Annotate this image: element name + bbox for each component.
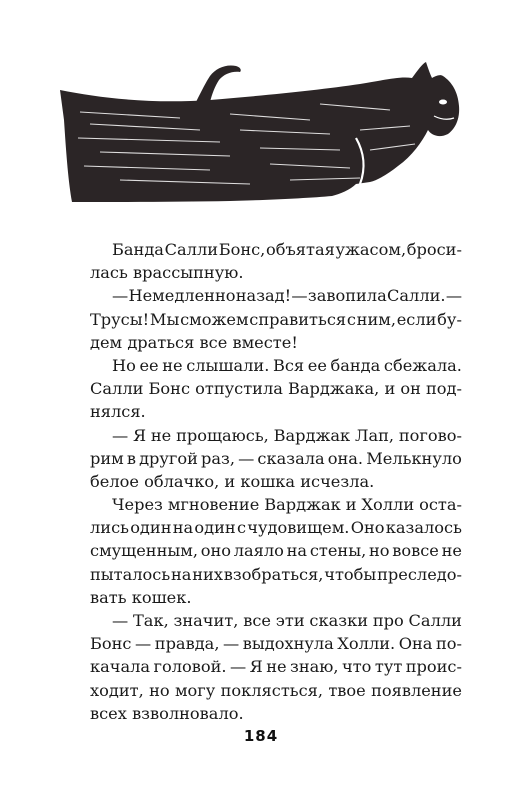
word: —: [112, 611, 129, 630]
word: оста-: [419, 495, 462, 515]
word: твое: [328, 680, 366, 700]
word: выдохнула: [242, 634, 334, 654]
text-line: [90, 586, 462, 609]
word: если: [396, 309, 437, 329]
word: преследо-: [377, 564, 462, 584]
word: раз,: [201, 448, 236, 468]
word: кошка: [240, 471, 296, 491]
word: ее: [307, 355, 327, 375]
word: и: [384, 379, 396, 399]
word: —: [112, 286, 129, 306]
word: казалось: [385, 518, 462, 538]
word: на: [286, 541, 308, 561]
word: взобраться,: [223, 564, 324, 584]
word: на: [171, 564, 192, 584]
word: Она: [398, 634, 433, 654]
word: врассыпную.: [133, 263, 244, 283]
word: мгновение: [167, 495, 260, 515]
word: вовсе: [392, 541, 439, 561]
word: ее: [139, 355, 159, 375]
word: и: [224, 471, 236, 491]
word: не: [162, 355, 183, 375]
word: Мы: [149, 309, 180, 329]
word: головой.: [153, 657, 227, 677]
word: чудовищем.: [247, 518, 350, 538]
word: все: [199, 332, 228, 352]
word: —: [223, 634, 240, 654]
word: Лап,: [354, 425, 395, 445]
word: сказки: [309, 611, 368, 630]
cat-tail: [196, 65, 241, 102]
word: проис-: [405, 657, 462, 677]
word: нялся.: [90, 402, 146, 422]
text-line: [90, 470, 462, 493]
word: на: [172, 518, 194, 538]
word: один: [130, 518, 172, 538]
word: всех: [90, 703, 127, 723]
word: правда,: [154, 634, 220, 654]
word: драться: [127, 332, 195, 352]
text-line: [90, 655, 462, 678]
word: Но: [112, 355, 136, 375]
word: качала: [90, 657, 151, 677]
word: пыталось: [90, 564, 171, 584]
word: рим: [90, 448, 124, 468]
word: Варджака,: [288, 379, 380, 399]
word: с: [346, 309, 356, 329]
word: значит,: [173, 611, 239, 630]
word: Банда: [112, 240, 164, 259]
text-line: [90, 308, 462, 331]
word: Я: [249, 657, 263, 677]
text-line: [90, 400, 462, 423]
text-line: [90, 609, 462, 632]
word: Салли: [164, 240, 219, 259]
word: сказала: [257, 448, 325, 468]
cat-body-silhouette: [60, 62, 459, 202]
word: слышали.: [186, 355, 270, 375]
word: ним,: [356, 309, 396, 329]
text-line: [90, 238, 462, 261]
text-line: [90, 424, 462, 447]
word: вместе!: [232, 332, 298, 352]
text-line: [90, 493, 462, 516]
word: Немедленно: [128, 286, 236, 306]
word: Оно: [350, 518, 385, 538]
word: Варджак: [264, 495, 341, 515]
word: Салли: [90, 379, 144, 399]
text-line: [90, 539, 462, 562]
word: справиться: [249, 309, 347, 329]
text-line: [90, 284, 462, 307]
text-line: [90, 632, 462, 655]
word: —: [445, 286, 462, 306]
word: не: [150, 425, 172, 445]
word: лаяло: [233, 541, 284, 561]
word: —: [112, 425, 129, 445]
cat-eye: [439, 100, 447, 105]
page-number: 184: [243, 727, 279, 745]
word: Бонс,: [218, 240, 266, 259]
word: не: [266, 657, 287, 677]
text-line: [90, 331, 462, 354]
word: —: [230, 657, 247, 677]
word: в: [126, 448, 136, 468]
word: не: [441, 541, 462, 561]
text-line: [90, 377, 462, 400]
word: Бонс: [148, 379, 191, 399]
word: Через: [112, 495, 163, 515]
word: Варджак: [273, 425, 351, 445]
word: Так,: [133, 611, 169, 630]
black-cat-illustration: [60, 60, 470, 210]
word: взволновало.: [132, 703, 244, 723]
text-line: [90, 563, 462, 586]
word: один: [194, 518, 236, 538]
word: тут: [374, 657, 403, 677]
word: бу-: [437, 309, 462, 329]
word: сбежала.: [383, 355, 462, 375]
word: она.: [327, 448, 364, 468]
word: облачко,: [144, 471, 220, 491]
text-line: [90, 354, 462, 377]
text-line: [90, 261, 462, 284]
story-text: [90, 238, 462, 725]
word: сможем: [180, 309, 249, 329]
text-line: [90, 702, 462, 725]
word: дем: [90, 332, 123, 352]
word: стены,: [309, 541, 367, 561]
word: банда: [330, 355, 381, 375]
word: Мелькнуло: [366, 448, 462, 468]
word: что: [342, 657, 372, 677]
word: исчезла.: [300, 471, 375, 491]
word: чтобы: [324, 564, 377, 584]
word: с: [236, 518, 247, 538]
word: Вся: [272, 355, 305, 375]
word: все: [243, 611, 271, 630]
word: он: [400, 379, 421, 399]
word: Холли: [361, 495, 415, 515]
word: оно: [200, 541, 232, 561]
word: погово-: [398, 425, 462, 445]
word: вать: [90, 587, 127, 607]
word: но: [368, 541, 390, 561]
word: Бонс: [90, 634, 132, 654]
word: броси-: [406, 240, 462, 259]
word: Холли.: [337, 634, 396, 654]
word: про: [372, 611, 404, 630]
word: ужасом,: [335, 240, 407, 259]
word: прощаюсь,: [176, 425, 269, 445]
word: —: [135, 634, 152, 654]
word: Салли.: [387, 286, 446, 306]
text-line: [90, 679, 462, 702]
word: эти: [275, 611, 305, 630]
word: под-: [426, 379, 462, 399]
word: Я: [133, 425, 147, 445]
word: лись: [90, 518, 129, 538]
word: —: [238, 448, 255, 468]
word: завопила: [307, 286, 387, 306]
word: ходит,: [90, 680, 144, 700]
word: отпустила: [195, 379, 283, 399]
word: появление: [371, 680, 462, 700]
word: и: [345, 495, 357, 515]
word: но: [149, 680, 170, 700]
word: смущенным,: [90, 541, 199, 561]
word: назад!: [235, 286, 292, 306]
word: по-: [435, 634, 462, 654]
word: поклясться,: [220, 680, 324, 700]
word: могу: [174, 680, 216, 700]
text-line: [90, 516, 462, 539]
word: белое: [90, 471, 139, 491]
word: Трусы!: [90, 309, 150, 329]
word: кошек.: [131, 587, 192, 607]
text-line: [90, 447, 462, 470]
word: них: [192, 564, 223, 584]
word: другой: [139, 448, 198, 468]
word: лась: [90, 263, 128, 283]
word: Салли: [408, 611, 462, 630]
word: —: [291, 286, 308, 306]
word: объятая: [266, 240, 335, 259]
word: знаю,: [290, 657, 339, 677]
